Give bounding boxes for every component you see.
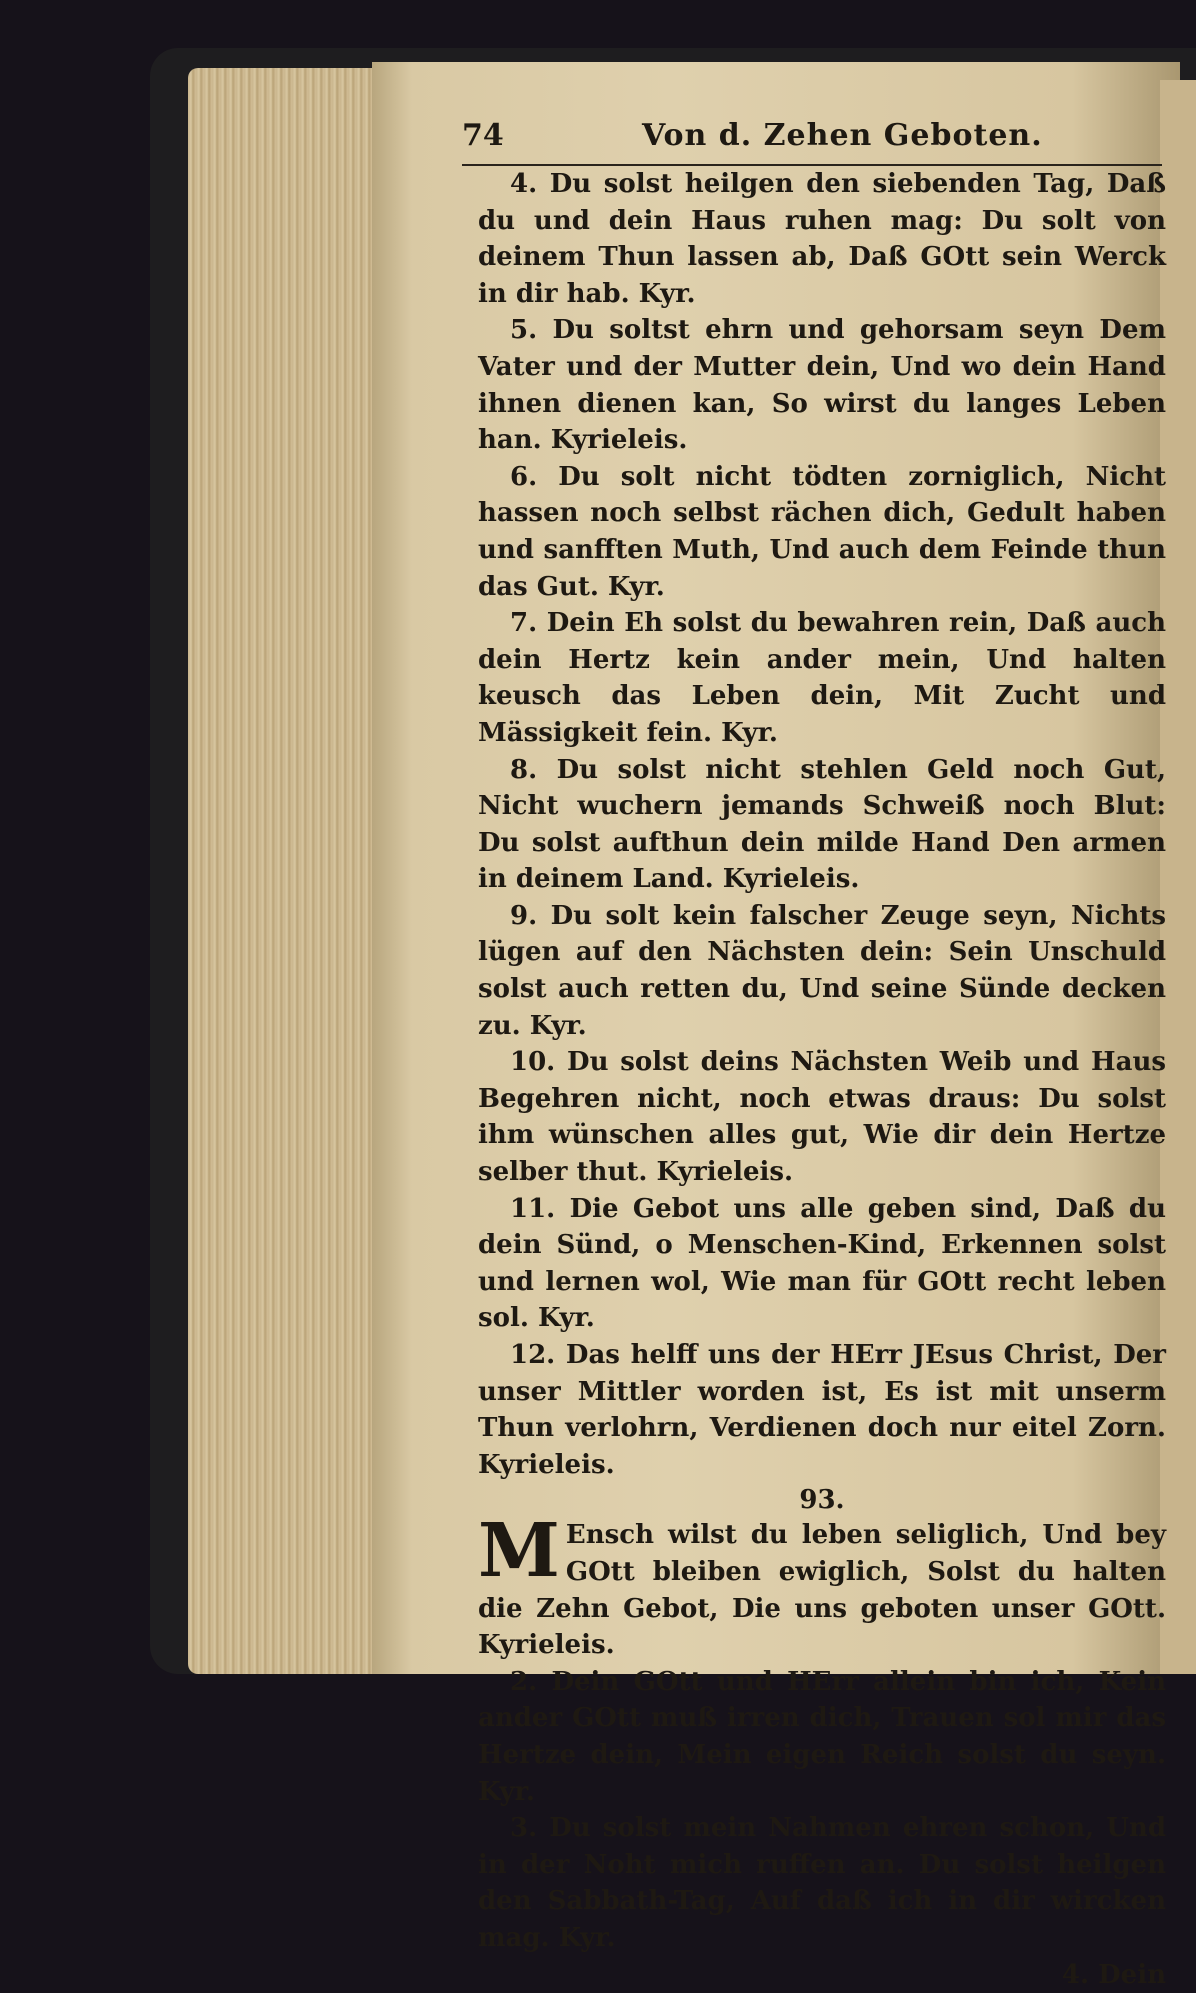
drop-cap-initial: M	[478, 1519, 560, 1583]
stanza-8: 8. Du solst nicht stehlen Geld noch Gut, Nicht wuchern jemands Schweiß noch Blut: Du solst aufthun dein milde Hand Den armen in deinem Land. Kyrieleis.	[478, 752, 1166, 898]
stanza-10: 10. Du solst deins Nächsten Weib und Haus Begehren nicht, noch etwas draus: Du solst ihm wünschen alles gut, Wie dir dein Hertze selber thut. Kyrieleis.	[478, 1044, 1166, 1190]
running-header	[462, 118, 1162, 166]
catchword: 4. Dein	[478, 1957, 1166, 1993]
stanza-5: 5. Du soltst ehrn und gehorsam seyn Dem Vater und der Mutter dein, Und wo dein Hand ihnen dienen kan, So wirst du langes Leben han. Kyrieleis.	[478, 312, 1166, 458]
hymn93-stanza-1	[478, 1517, 1166, 1663]
hymn93-stanza-2: 2. Dein GOtt und HErr allein bin ich, Kein ander GOtt muß irren dich, Trauen sol mir das Hertze dein, Mein eigen Reich solst du seyn. Kyr.	[478, 1664, 1166, 1810]
stanza-9: 9. Du solt kein falscher Zeuge seyn, Nichts lügen auf den Nächsten dein: Sein Unschuld solst auch retten du, Und seine Sünde decken zu. Kyr.	[478, 898, 1166, 1044]
stanza-7: 7. Dein Eh solst du bewahren rein, Daß auch dein Hertz kein ander mein, Und halten keusch das Leben dein, Mit Zucht und Mässigkeit fein. Kyr.	[478, 605, 1166, 751]
stanza-11: 11. Die Gebot uns alle geben sind, Daß du dein Sünd, o Menschen-Kind, Erkennen solst und lernen wol, Wie man für GOtt recht leben sol. Kyr.	[478, 1191, 1166, 1337]
stanza-6: 6. Du solt nicht tödten zorniglich, Nicht hassen noch selbst rächen dich, Gedult haben und sanfften Muth, Und auch dem Feinde thun das Gut. Kyr.	[478, 459, 1166, 605]
hymn-number: 93.	[478, 1483, 1166, 1517]
hymn93-stanza-1-text: Ensch wilst du leben seliglich, Und bey GOtt bleiben ewiglich, Solst du halten die Zehn Gebot, Die uns geboten unser GOtt. Kyrieleis.	[478, 1520, 1166, 1660]
hymn93-stanza-3: 3. Du solst mein Nahmen ehren schon, Und in der Noht mich ruffen an. Du solst heilgen den Sabbath-Tag, Auf daß ich in dir wircken mag. Kyr.	[478, 1810, 1166, 1956]
page-number: 74	[462, 118, 504, 153]
stanza-4: 4. Du solst heilgen den siebenden Tag, Daß du und dein Haus ruhen mag: Du solt von deinem Thun lassen ab, Daß GOtt sein Werck in dir hab. Kyr.	[478, 166, 1166, 312]
stanza-12: 12. Das helff uns der HErr JEsus Christ, Der unser Mittler worden ist, Es ist mit unserm Thun verlohrn, Verdienen doch nur eitel Zorn. Kyrieleis.	[478, 1337, 1166, 1483]
page-text	[478, 166, 1166, 1993]
page-edges	[188, 68, 378, 1674]
page-title: Von d. Zehen Geboten.	[642, 118, 1043, 153]
